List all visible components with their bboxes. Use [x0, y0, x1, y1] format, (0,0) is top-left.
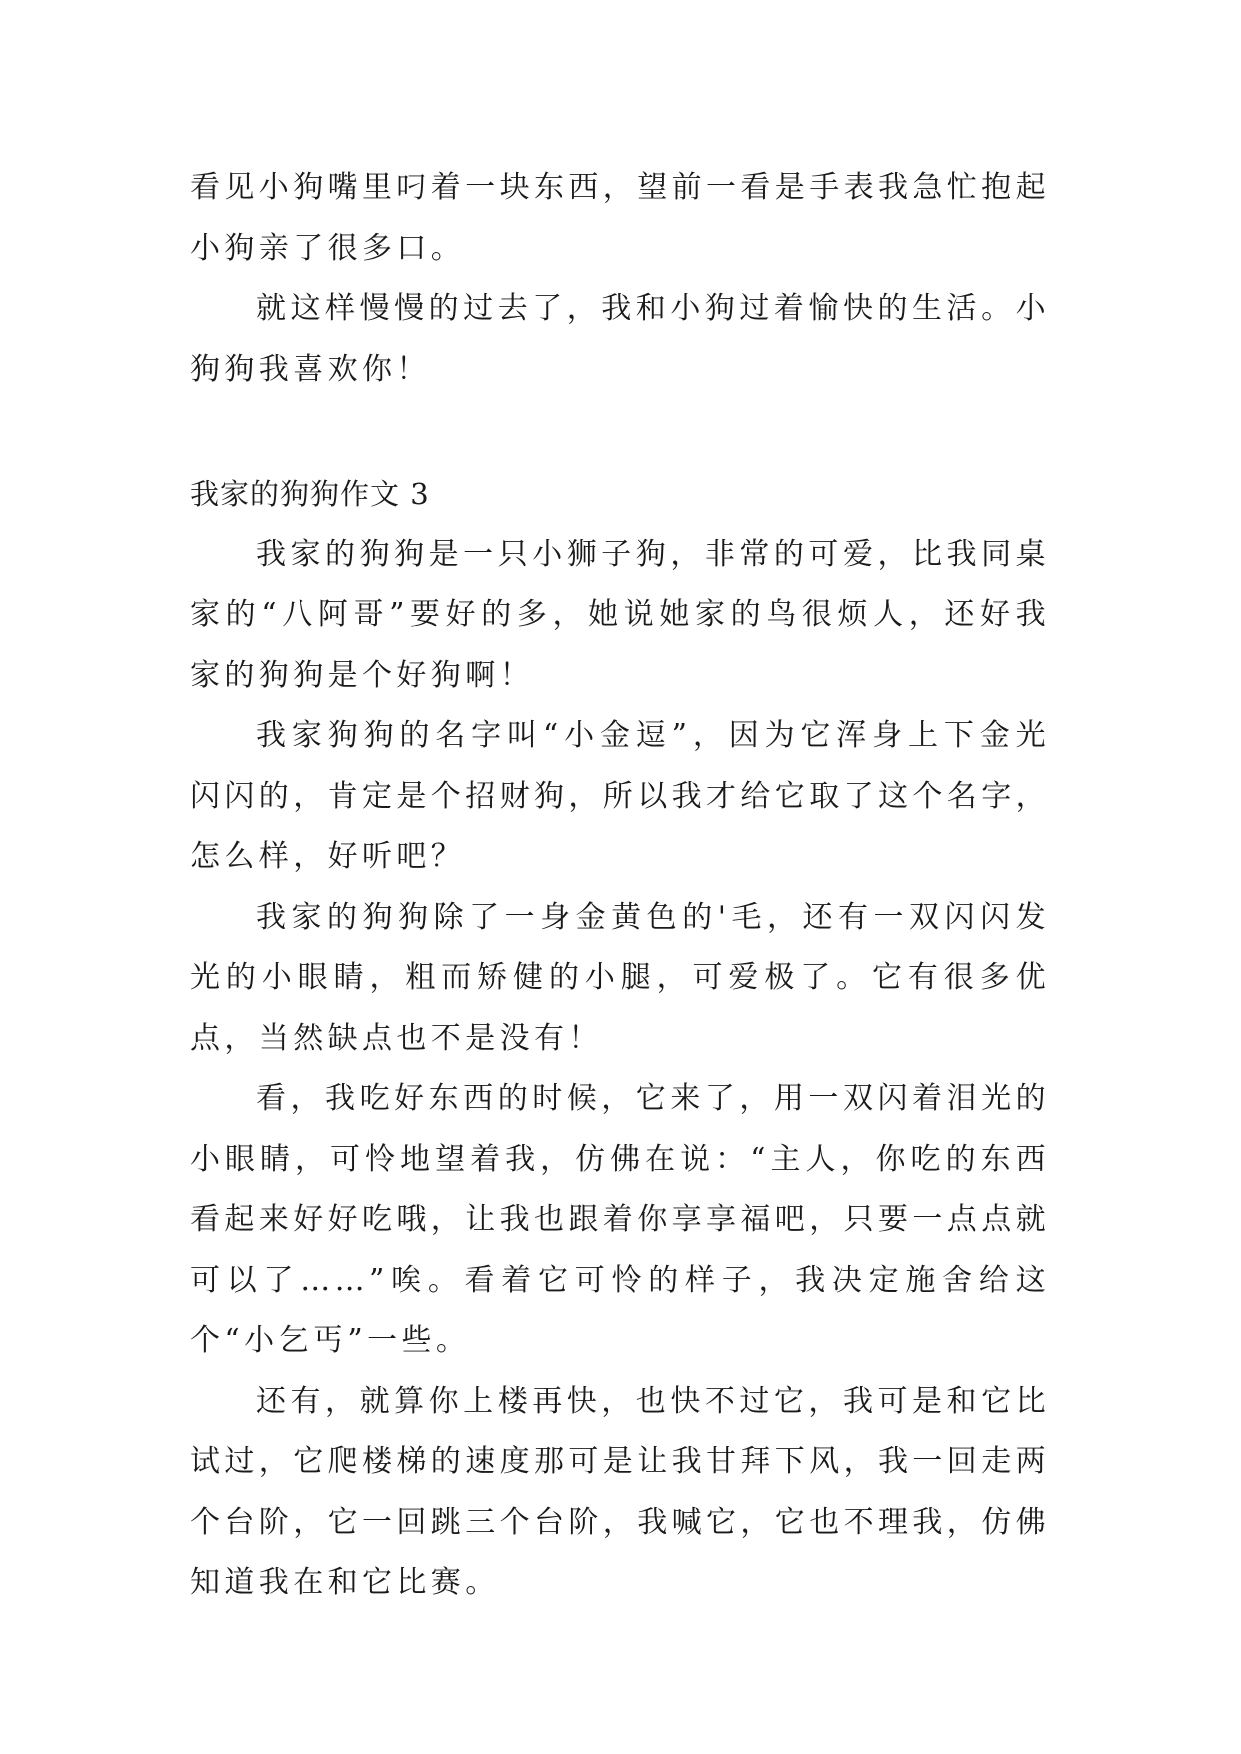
paragraph-5: 还有，就算你上楼再快，也快不过它，我可是和它比试过，它爬楼梯的速度那可是让我甘拜下风，我一回走两个台阶，它一回跳三个台阶，我喊它，它也不理我，仿佛知道我在和它比赛。: [190, 1383, 1050, 1600]
section-gap: [190, 400, 1050, 464]
paragraph-3: 我家的狗狗除了一身金黄色的'毛，还有一双闪闪发光的小眼睛，粗而矫健的小腿，可爱极了。它有很多优点，当然缺点也不是没有！: [190, 899, 1050, 1056]
paragraph-1: 我家的狗狗是一只小狮子狗，非常的可爱，比我同桌家的“八阿哥”要好的多，她说她家的鸟很烦人，还好我家的狗狗是个好狗啊！: [190, 536, 1050, 693]
paragraph-continued: 看见小狗嘴里叼着一块东西，望前一看是手表我急忙抱起小狗亲了很多口。: [190, 170, 1050, 266]
document-body: [190, 158, 1050, 1614]
paragraph-closing: 就这样慢慢的过去了，我和小狗过着愉快的生活。小狗狗我喜欢你！: [190, 291, 1050, 387]
paragraph-2: 我家狗狗的名字叫“小金逗”，因为它浑身上下金光闪闪的，肯定是个招财狗，所以我才给它取了这个名字，怎么样，好听吧？: [190, 718, 1050, 874]
section-title: 我家的狗狗作文 3: [190, 477, 430, 511]
paragraph-4: 看，我吃好东西的时候，它来了，用一双闪着泪光的小眼睛，可怜地望着我，仿佛在说：“主人，你吃的东西看起来好好吃哦，让我也跟着你享享福吧，只要一点点就可以了……”唉。看着它可怜的样子，我决定施舍给这个“小乞丐”一些。: [190, 1081, 1050, 1358]
